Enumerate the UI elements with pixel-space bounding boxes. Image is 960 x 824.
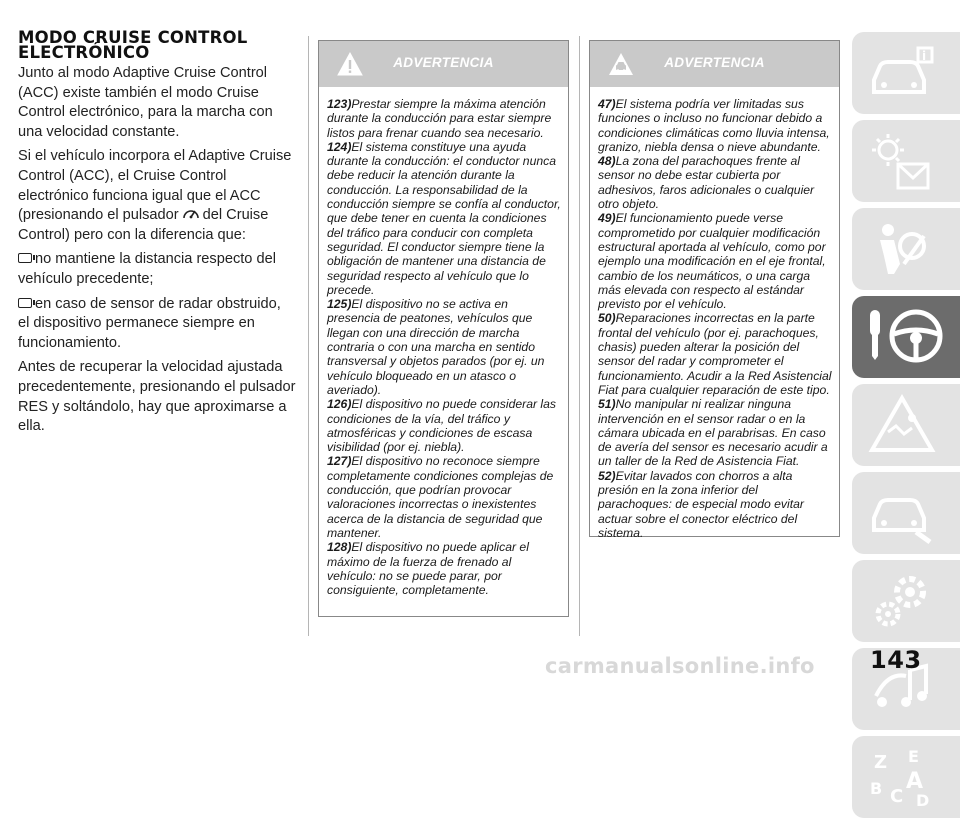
- warning-item: [598, 211, 832, 311]
- warning-header: [319, 41, 568, 87]
- bullet-icon: [18, 253, 32, 263]
- warning-header: [590, 41, 839, 87]
- warning-body: [319, 87, 568, 607]
- warning-lights-icon: [866, 128, 936, 194]
- tab-starting-driving[interactable]: [852, 296, 960, 378]
- warning-heading: ADVERTENCIA: [393, 55, 494, 70]
- warning-item-number: 51): [598, 397, 616, 412]
- warning-item-text: El dispositivo no puede aplicar el máximo de la fuerza de frenado al vehículo: no se puede parar, por consiguiente, completamente.: [327, 540, 529, 598]
- svg-text:C: C: [890, 786, 904, 807]
- warning-item: [327, 540, 561, 597]
- warning-item-number: 124): [327, 139, 352, 154]
- main-text-column: [18, 30, 296, 437]
- svg-text:Z: Z: [874, 752, 888, 773]
- warning-body: [590, 87, 839, 550]
- warning-item-text: El dispositivo no puede considerar las condiciones de la vía, del tráfico y atmosféricas y condiciones de escasa visibilidad (por ej. niebla).: [327, 397, 557, 455]
- chapter-tab-strip: [852, 32, 960, 824]
- car-dashboard-icon: [866, 40, 936, 106]
- bullet-icon: [18, 298, 32, 308]
- page-number: 143: [870, 646, 922, 674]
- warning-item: [598, 469, 832, 540]
- warning-item-number: 50): [598, 311, 616, 326]
- warning-heading: ADVERTENCIA: [664, 55, 765, 70]
- paragraph-acc-part1: Si el vehículo incorpora el Adaptive Cruise Control (ACC), el Cruise Control electrónico funciona igual que el ACC (presionando el pulsador: [18, 148, 292, 224]
- warning-item-number: 127): [327, 454, 352, 469]
- warning-item-text: El dispositivo no reconoce siempre completamente condiciones complejas de conducción, que podrían provocar valoraciones incorrectas o inexistentes acerca de la distancia de seguridad que mantener.: [327, 454, 554, 540]
- warning-item-number: 125): [327, 297, 352, 312]
- svg-text:D: D: [916, 791, 930, 810]
- warning-item: [327, 97, 561, 140]
- tab-emergency[interactable]: [852, 384, 960, 466]
- breakdown-triangle-icon: [866, 392, 936, 458]
- warning-item: [598, 154, 832, 211]
- warning-item-text: El funcionamiento puede verse comprometido por cualquier modificación estructural aportada al vehículo, como por ejemplo una modificación en el eje frontal, cambio de los neumáticos, o una carga más elevada con respecto al estándar previsto por el vehículo.: [598, 211, 826, 312]
- warning-item-text: El dispositivo no se activa en presencia de peatones, vehículos que llegan con una dirección de marcha contraria o con una marcha en sentido transversal y objetos parados (por ej. un vehículo bloqueado en un atasco o averiado).: [327, 297, 545, 397]
- column-divider: [579, 36, 580, 636]
- warning-item: [327, 454, 561, 540]
- warning-item-text: La zona del parachoques frente al sensor no debe estar cubierta por adhesivos, faros adicionales o cualquier otro objeto.: [598, 154, 815, 212]
- bullet-item-2: [18, 295, 296, 354]
- paragraph-acc: [18, 147, 296, 245]
- warning-item-number: 49): [598, 211, 616, 226]
- svg-text:i: i: [922, 49, 927, 63]
- warning-box-right: [589, 40, 840, 540]
- gears-icon: [866, 568, 936, 634]
- warning-item-text: No manipular ni realizar ninguna intervención en el sensor radar o en la cámara ubicada en el parabrisas. En caso de avería del sensor es necesario acudir a un taller de la Red de Asistencia Fiat.: [598, 397, 828, 469]
- warning-item-number: 123): [327, 97, 352, 111]
- steering-wheel-key-icon: [866, 304, 946, 370]
- warning-item: [598, 397, 832, 468]
- watermark-text: carmanualsonline.info: [545, 654, 815, 678]
- warning-item: [598, 311, 832, 397]
- warning-item-text: Evitar lavados con chorros a alta presión en la zona inferior del parachoques: de especial modo evitar actuar sobre el conector eléctrico del sistema.: [598, 468, 804, 540]
- warning-item-number: 47): [598, 97, 616, 111]
- tab-safety[interactable]: [852, 208, 960, 290]
- tab-index[interactable]: [852, 736, 960, 818]
- warning-item: [327, 297, 561, 397]
- warning-item-number: 48): [598, 154, 616, 169]
- airbag-safety-icon: [866, 216, 936, 282]
- tab-technical-data[interactable]: [852, 560, 960, 642]
- warning-box-left: [318, 40, 569, 617]
- bullet-item-2-text: en caso de sensor de radar obstruido, el dispositivo permanece siempre en funcionamiento.: [18, 295, 281, 351]
- warning-item: [327, 397, 561, 454]
- tab-warning-lights[interactable]: [852, 120, 960, 202]
- warning-item-text: Prestar siempre la máxima atención durante la conducción para estar siempre listos para frenar cuando sea necesario.: [327, 97, 552, 140]
- warning-item-number: 126): [327, 397, 352, 412]
- svg-text:A: A: [906, 769, 924, 794]
- paragraph-res: Antes de recuperar la velocidad ajustada precedentemente, presionando el pulsador RES y soltándolo, hay que aproximarse a ella.: [18, 359, 296, 435]
- index-letters-icon: [866, 744, 946, 810]
- section-title: MODO CRUISE CONTROL ELECTRÓNICO: [18, 28, 248, 62]
- paragraph-intro: Junto al modo Adaptive Cruise Control (ACC) existe también el modo Cruise Control electrónico, para la marcha con una velocidad constante.: [18, 65, 273, 140]
- warning-item-number: 52): [598, 468, 616, 483]
- bullet-item-1: [18, 250, 296, 289]
- warning-item-text: Reparaciones incorrectas en la parte frontal del vehículo (por ej. parachoques, chasis) pueden alterar la posición del sensor del radar y comprometer el funcionamiento. Acudir a la Red Asistencial Fiat para cualquier reparación de este tipo.: [598, 311, 832, 397]
- warning-item-text: El sistema podría ver limitadas sus funciones o incluso no funcionar debido a condiciones climáticas como lluvia intensa, granizo, niebla densa o nieve abundante.: [598, 97, 830, 154]
- warning-item-text: El sistema constituye una ayuda durante la conducción: el conductor nunca debe reducir la atención durante la conducción. La responsabilidad de la conducción siempre se confía al conductor, que debe tener en cuenta la condiciones del tráfico para conducir con completa seguridad. El conductor siempre tiene la obligación de mantener una distancia de seguridad respecto al vehículo que lo precede.: [327, 139, 561, 297]
- cruise-control-button-icon: [181, 206, 201, 220]
- bullet-item-1-text: no mantiene la distancia respecto del vehículo precedente;: [18, 251, 276, 287]
- maintenance-car-icon: [866, 480, 936, 546]
- warning-item: [598, 97, 832, 154]
- svg-text:E: E: [908, 747, 919, 766]
- tab-dashboard[interactable]: [852, 32, 960, 114]
- warning-item-number: 128): [327, 540, 352, 555]
- svg-text:B: B: [870, 779, 883, 798]
- paragraph-acc-part2: del Cruise Control) pero con la diferencia que:: [18, 207, 269, 243]
- warning-item: [327, 140, 561, 297]
- tab-maintenance[interactable]: [852, 472, 960, 554]
- column-divider: [308, 36, 309, 636]
